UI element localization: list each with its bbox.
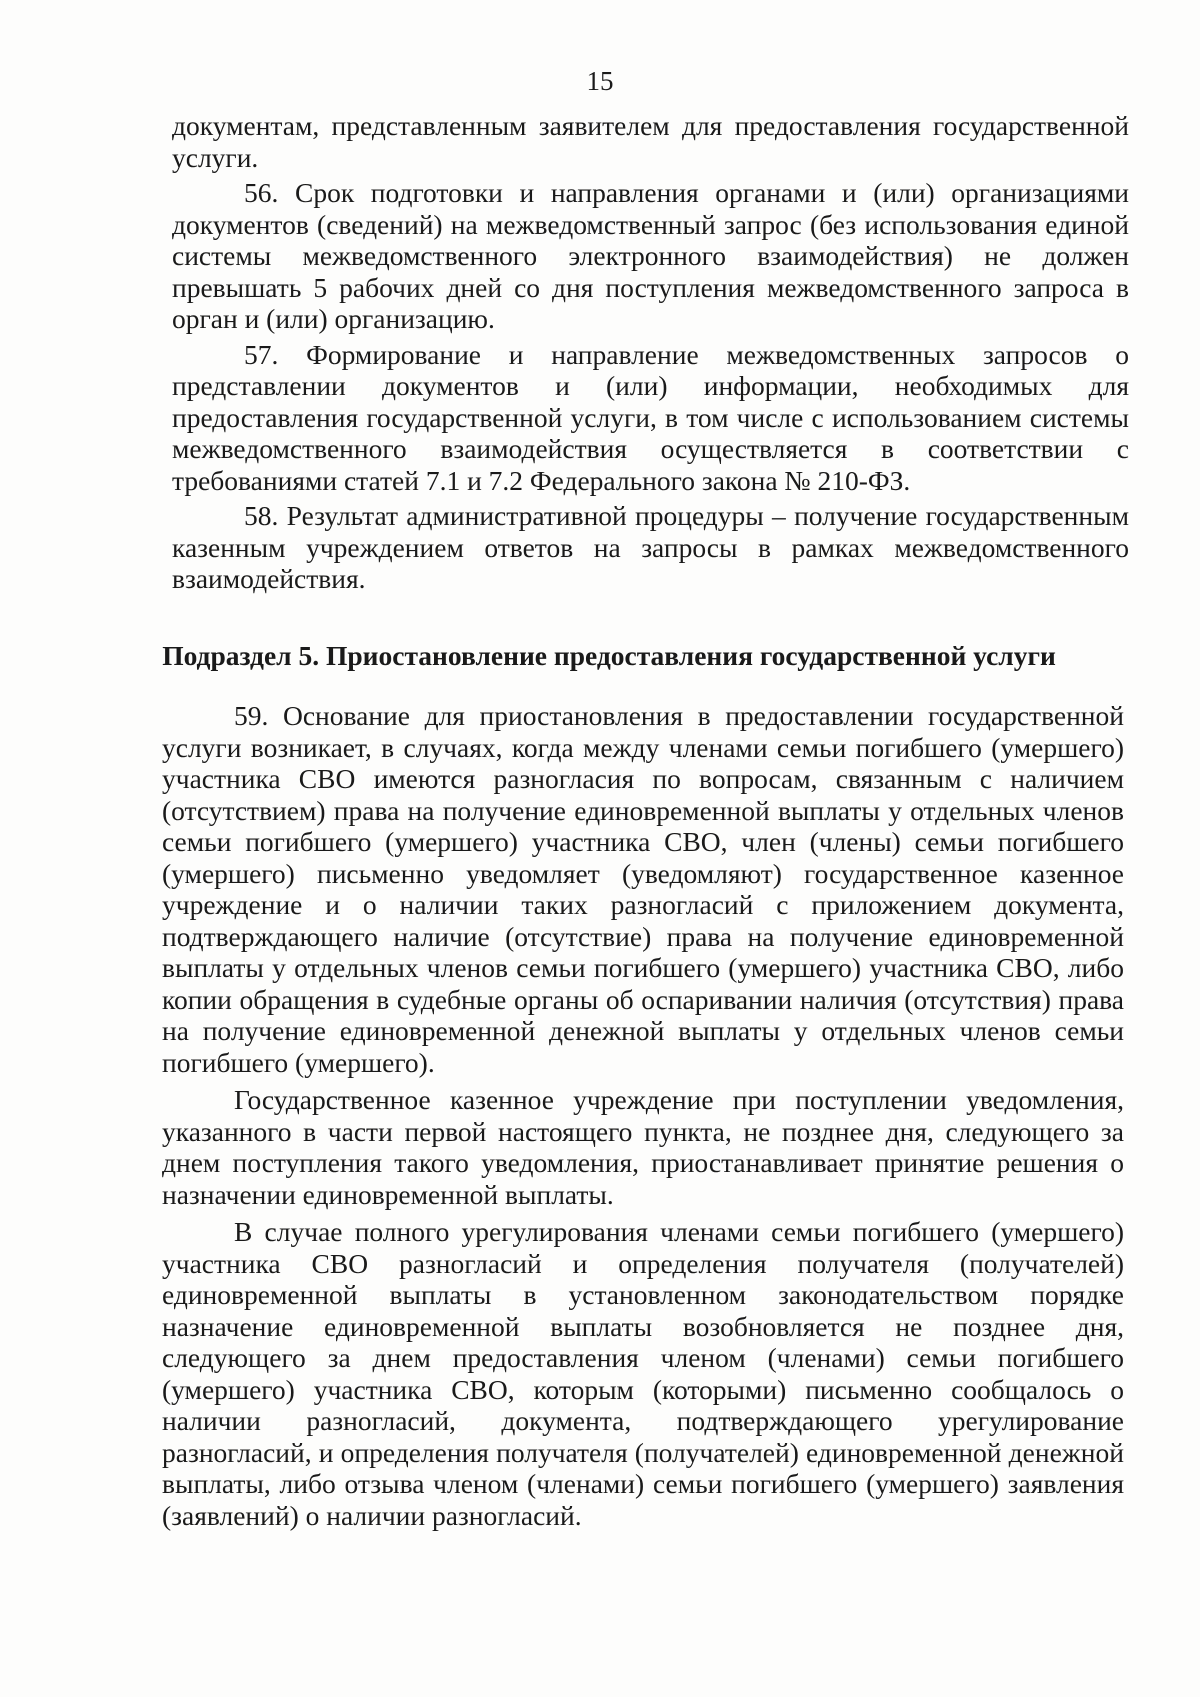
paragraph-continuation: документам, представленным заявителем для предоставления государственной услуги.	[172, 110, 1129, 173]
paragraph-57: 57. Формирование и направление межведомственных запросов о представлении документов и (или) информации, необходимых для предоставления государственной услуги, в том числе с использованием системы межведомственного взаимодействия осуществляется в соответствии с требованиями статей 7.1 и 7.2 Федерального закона № 210-ФЗ.	[172, 338, 1129, 496]
page-number: 15	[586, 66, 614, 96]
paragraph-58: 58. Результат административной процедуры – получение государственным казенным учреждением ответов на запросы в рамках межведомственного взаимодействия.	[172, 500, 1129, 594]
paragraph-59-part-3: В случае полного урегулирования членами семьи погибшего (умершего) участника СВО разногласий и определения получателя (получателей) единовременной выплаты в установленном законодательством порядке назначение единовременной выплаты возобновляется не позднее дня, следующего за днем предоставления членом (членами) семьи погибшего (умершего) участника СВО, которым (которыми) письменно сообщалось о наличии разногласий, документа, подтверждающего урегулирование разногласий, и определения получателя (получателей) единовременной денежной выплаты, либо отзыва членом (членами) семьи погибшего (умершего) заявления (заявлений) о наличии разногласий.	[162, 1216, 1124, 1531]
paragraph-59: 59. Основание для приостановления в предоставлении государственной услуги возникает, в случаях, когда между членами семьи погибшего (умершего) участника СВО имеются разногласия по вопросам, связанным с наличием (отсутствием) права на получение единовременной выплаты у отдельных членов семьи погибшего (умершего) участника СВО, член (члены) семьи погибшего (умершего) письменно уведомляет (уведомляют) государственное казенное учреждение и о наличии таких разногласий с приложением документа, подтверждающего наличие (отсутствие) права на получение единовременной выплаты у отдельных членов семьи погибшего (умершего) участника СВО, либо копии обращения в судебные органы об оспаривании наличия (отсутствия) права на получение единовременной денежной выплаты у отдельных членов семьи погибшего (умершего).	[162, 700, 1124, 1078]
bottom-text-block	[162, 700, 1124, 1531]
subsection-heading: Подраздел 5. Приостановление предоставления государственной услуги	[162, 640, 1056, 671]
paragraph-59-part-2: Государственное казенное учреждение при поступлении уведомления, указанного в части первой настоящего пункта, не позднее дня, следующего за днем поступления такого уведомления, приостанавливает принятие решения о назначении единовременной выплаты.	[162, 1084, 1124, 1210]
top-text-block	[172, 110, 1129, 595]
paragraph-56: 56. Срок подготовки и направления органами и (или) организациями документов (сведений) на межведомственный запрос (без использования единой системы межведомственного электронного взаимодействия) не должен превышать 5 рабочих дней со дня поступления межведомственного запроса в орган и (или) организацию.	[172, 177, 1129, 334]
